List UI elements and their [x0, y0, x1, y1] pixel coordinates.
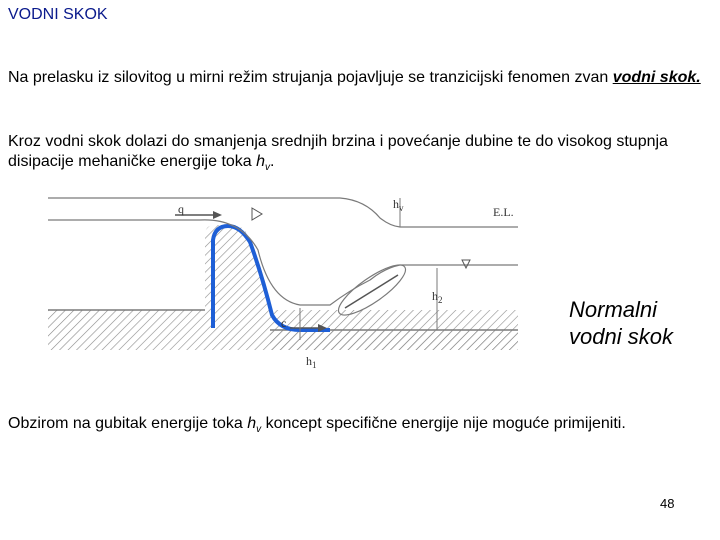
label-h2: $h_2$ — [432, 289, 443, 305]
energy-loss-symbol-2: $h_v$ — [247, 415, 262, 436]
free-surface-line — [48, 220, 518, 305]
description-text: Kroz vodni skok dolazi do smanjenja srednjih brzina i povećanje dubine te do visokog stupnja disipacije mehaničke energije toka — [8, 133, 668, 170]
energy-loss-symbol: $h_v$ — [256, 153, 271, 174]
label-c: c — [281, 316, 287, 330]
description-paragraph: Kroz vodni skok dolazi do smanjenja srednjih brzina i povećanje dubine te do visokog stupnja disipacije mehaničke energije toka $h_v$. — [8, 133, 668, 174]
hydraulic-jump-term: vodni skok. — [612, 69, 701, 86]
label-hv: $h_v$ — [393, 197, 404, 213]
surface-marker-downstream — [462, 260, 470, 268]
upstream-bed — [48, 310, 205, 350]
caption-line-2: vodni skok — [569, 324, 673, 349]
surface-marker-upstream — [252, 208, 262, 220]
page-number: 48 — [660, 496, 675, 511]
intro-text: Na prelasku iz silovitog u mirni režim strujanja pojavljuje se tranzicijski fenomen zvan — [8, 69, 613, 86]
label-el: E.L. — [493, 205, 514, 219]
caption-line-1: Normalni — [569, 297, 658, 322]
energy-line — [48, 198, 518, 227]
page-title: VODNI SKOK — [8, 6, 108, 23]
label-q: q — [178, 202, 184, 216]
intro-paragraph — [8, 68, 708, 88]
diagram-caption — [569, 296, 673, 350]
conclusion-paragraph: Obzirom na gubitak energije toka $h_v$ koncept specifične energije nije moguće primijeniti. — [8, 415, 626, 436]
hydraulic-jump-diagram — [0, 180, 560, 380]
label-h1: $h_1$ — [306, 354, 317, 370]
